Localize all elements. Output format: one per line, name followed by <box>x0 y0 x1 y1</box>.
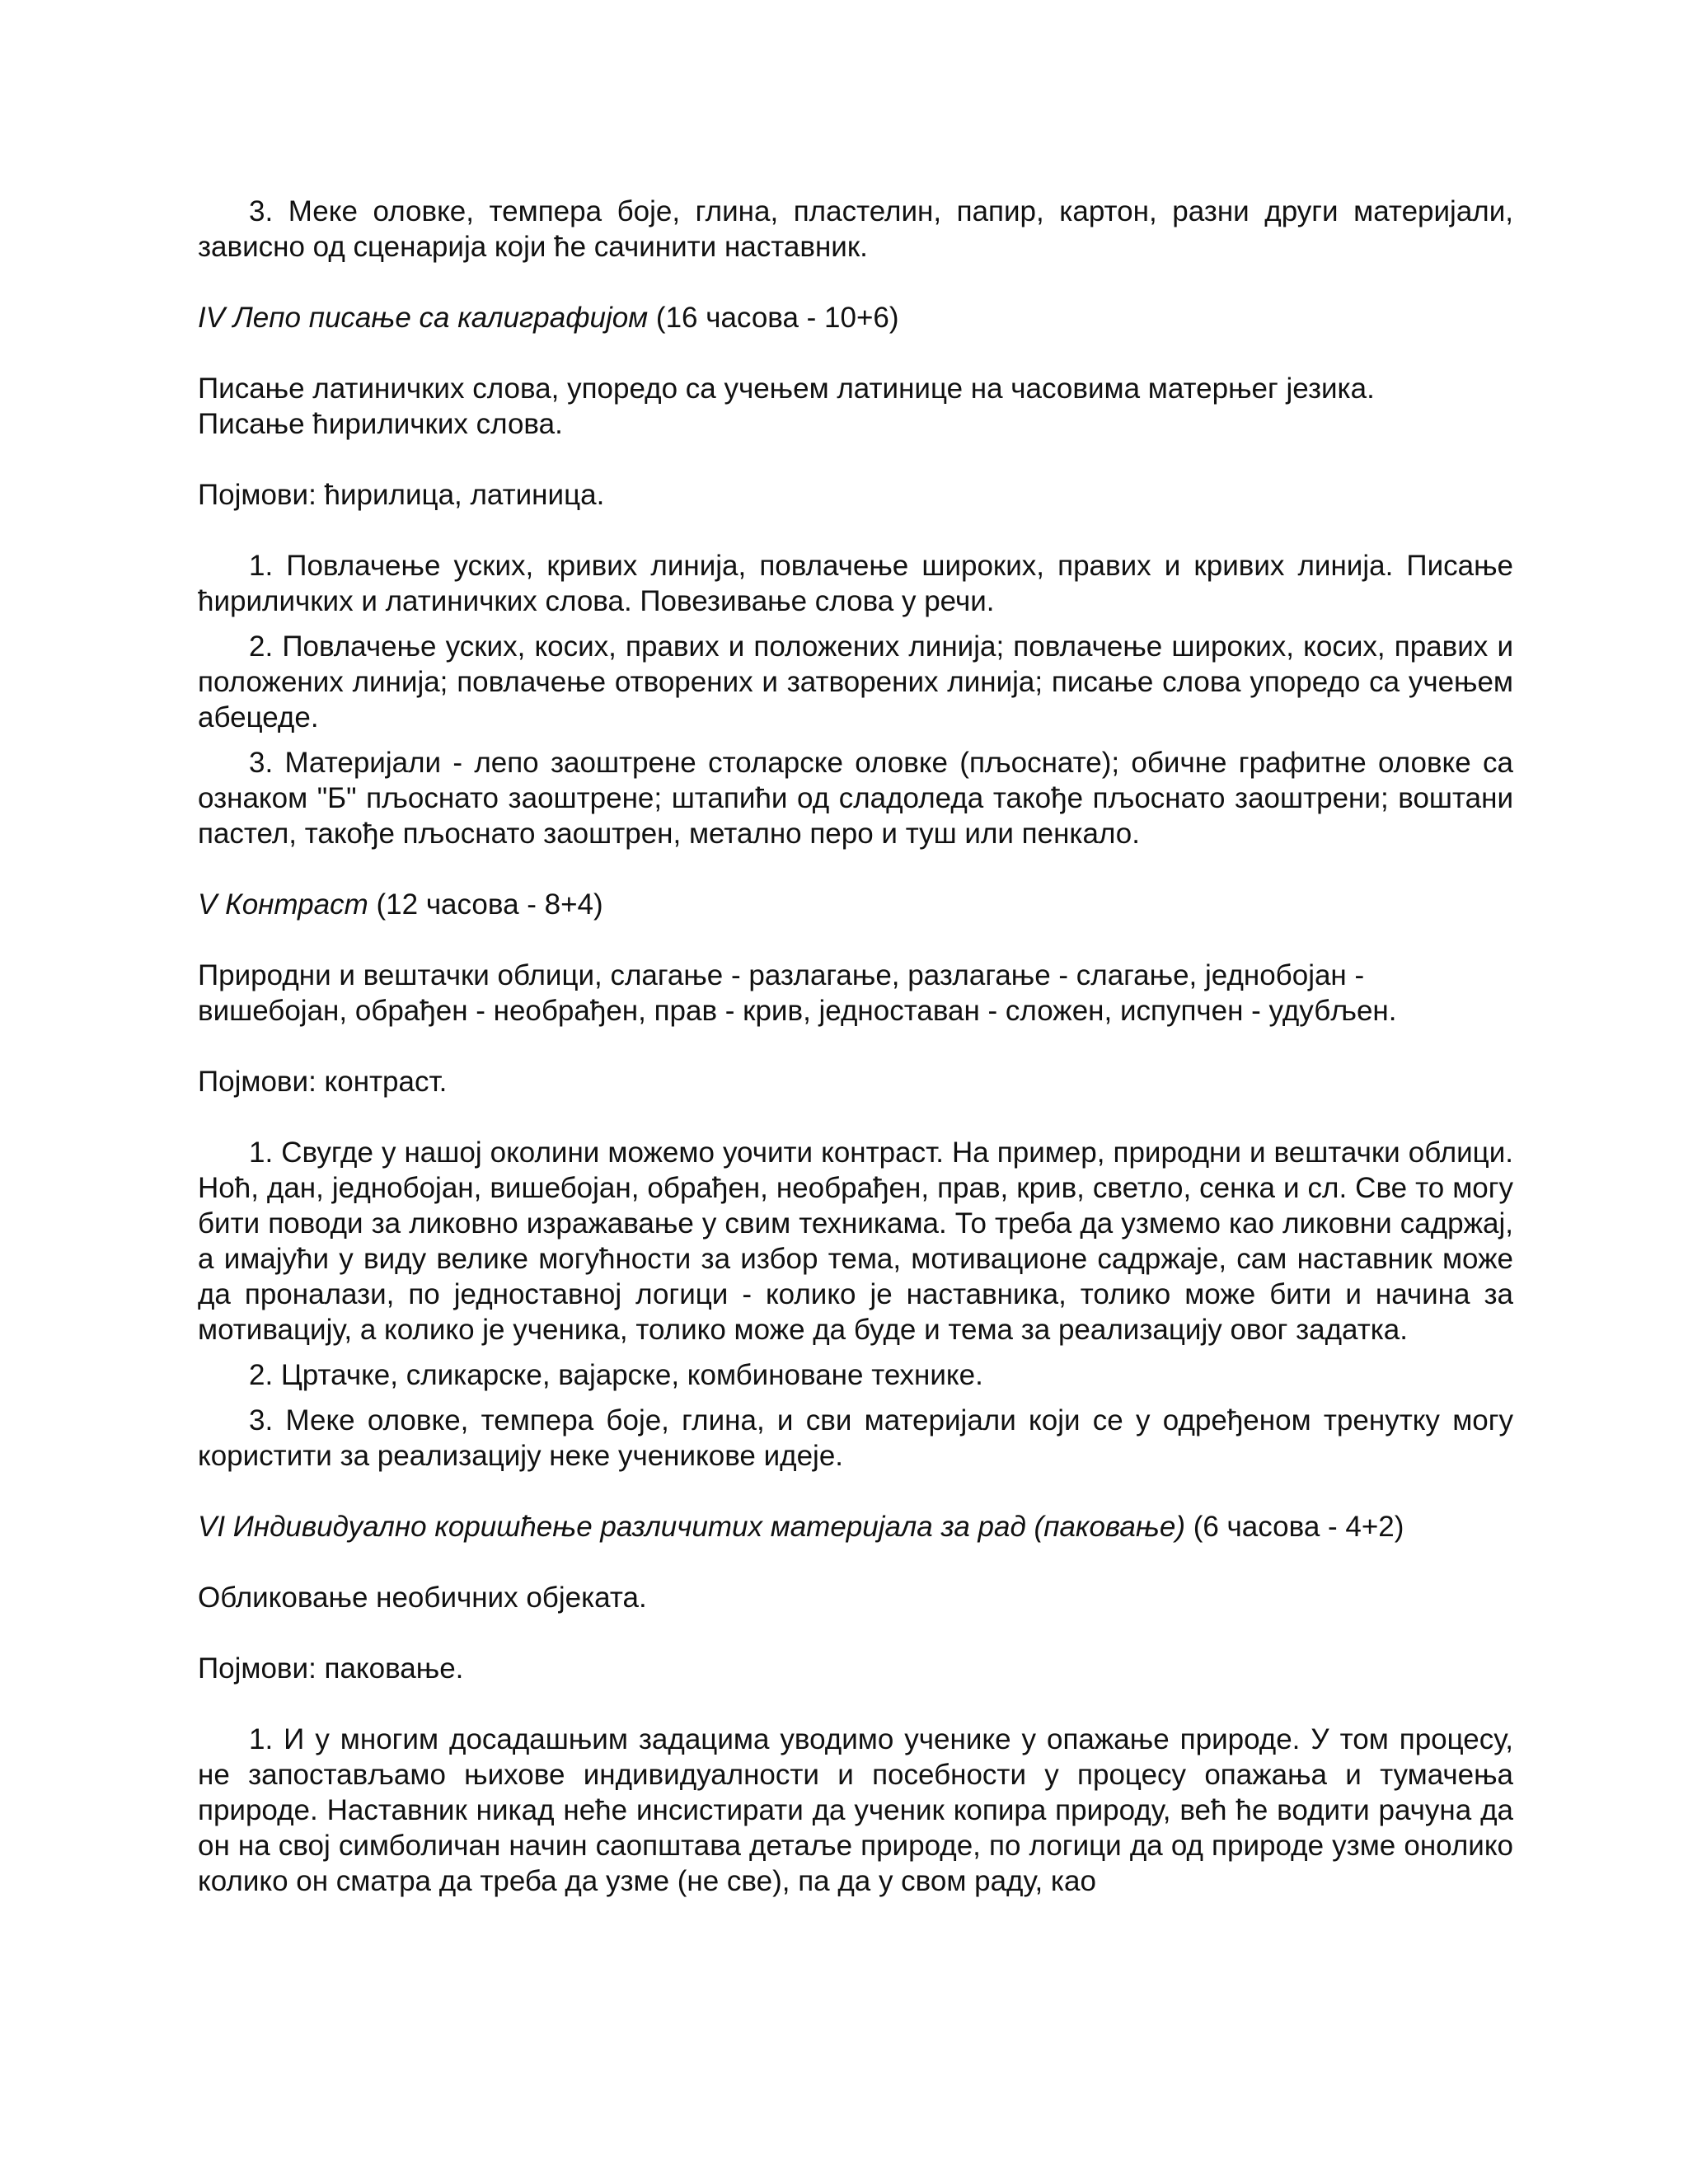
document-page <box>198 194 1513 1899</box>
paragraph-iv-2: 2. Повлачење уских, косих, правих и положених линија; повлачење широких, косих, правих и положених линија; повлачење отворених и затворених линија; писање слова упоредо са учењем абецеде. <box>198 630 1513 733</box>
section-heading-v <box>198 887 1513 922</box>
section-hours-iv: (16 часова - 10+6) <box>648 302 899 334</box>
section-title-vi: VI Индивидуално коришћење различитих материјала за рад (паковање) <box>198 1511 1185 1543</box>
paragraph-vi-1: 1. И у многим досадашњим задацима уводимо ученике у опажање природе. У том процесу, не запостављамо њихове индивидуалности и посебности у процесу опажања и тумачења природе. Наставник никад неће инсистирати да ученик копира природу, већ ће водити рачуна да он на свој симболичан начин саопштава детаље природе, по логици да од природе узме онолико колико он сматра да треба да узме (не све), па да у свом раду, као <box>198 1723 1513 1897</box>
content-line-2: Писање ћириличких слова. <box>198 408 563 440</box>
content-line-2: вишебојан, обрађен - необрађен, прав - крив, једноставан - сложен, испупчен - удубљен. <box>198 995 1397 1027</box>
section-content-v <box>198 958 1513 1029</box>
section-title-iv: IV Лепо писање са калиграфијом <box>198 302 649 334</box>
section-content-iv <box>198 371 1513 442</box>
paragraph-v-3: 3. Меке оловке, темпера боје, глина, и сви материјали који се у одређеном тренутку могу користити за реализацију неке ученикове идеје. <box>198 1404 1513 1472</box>
section-hours-vi: (6 часова - 4+2) <box>1184 1511 1404 1543</box>
section-heading-iv <box>198 300 1513 335</box>
concepts-iv: Појмови: ћирилица, латиница. <box>198 479 605 511</box>
concepts-vi: Појмови: паковање. <box>198 1652 464 1685</box>
content-line-1: Писање латиничких слова, упоредо са учењем латинице на часовима матерњег језика. <box>198 373 1375 405</box>
section-hours-v: (12 часова - 8+4) <box>368 888 603 921</box>
paragraph-iv-1: 1. Повлачење уских, кривих линија, повлачење широких, правих и кривих линија. Писање ћириличких и латиничких слова. Повезивање слова у речи. <box>198 550 1513 617</box>
paragraph-v-2: 2. Цртачке, сликарске, вајарске, комбиноване технике. <box>249 1359 983 1391</box>
concepts-v: Појмови: контраст. <box>198 1066 448 1098</box>
section-content-vi: Обликовање необичних објеката. <box>198 1582 647 1614</box>
content-line-1: Природни и вештачки облици, слагање - разлагање, разлагање - слагање, једнобојан - <box>198 959 1365 991</box>
section-heading-vi <box>198 1509 1513 1544</box>
section-title-v: V Контраст <box>198 888 368 921</box>
materials-paragraph-3: 3. Меке оловке, темпера боје, глина, пластелин, папир, картон, разни други материјали, зависно од сценарија који ће сачинити наставник. <box>198 195 1513 263</box>
paragraph-v-1: 1. Свугде у нашој околини можемо уочити контраст. На пример, природни и вештачки облици. Ноћ, дан, једнобојан, вишебојан, обрађен, необрађен, прав, крив, светло, сенка и сл. Све то могу бити поводи за ликовно изражавање у свим техникама. То треба да узмемо као ликовни садржај, а имајући у виду велике могућности за избор тема, мотивационе садржаје, сам наставник може да проналази, по једноставној логици - колико је наставника, толико може бити и начина за мотивацију, а колико је ученика, толико може да буде и тема за реализацију овог задатка. <box>198 1137 1513 1346</box>
paragraph-iv-3: 3. Материјали - лепо заоштрене столарске оловке (пљоснате); обичне графитне оловке са ознаком "Б" пљоснато заоштрене; штапићи од сладоледа такође пљоснато заоштрени; воштани пастел, такође пљоснато заоштрен, метално перо и туш или пенкало. <box>198 747 1513 850</box>
